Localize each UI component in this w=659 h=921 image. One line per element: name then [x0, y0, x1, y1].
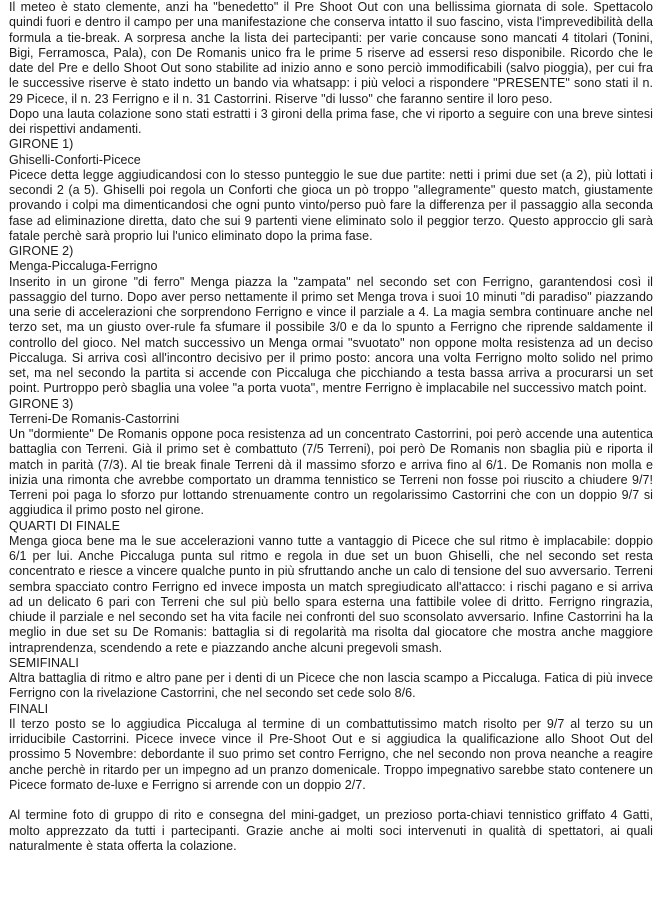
- intro-paragraph: Il meteo è stato clemente, anzi ha "benedetto" il Pre Shoot Out con una bellissima giornata di sole. Spettacolo quindi fuori e dentro il campo per una manifestazione che conserva intatto il suo fascino, vista l'imprevedibilità della formula a tie-break. A sorpresa anche la lista dei partecipanti: per varie concause sono mancati 4 titolari (Tonini, Bigi, Ferramosca, Pala), con De Romanis unico fra le prime 5 riserve ad essersi reso disponibile. Ricordo che le date del Pre e dello Shoot Out sono stabilite ad inizio anno e sono perciò immodificabili (salvo pioggia), per cui fra le successive riserve è stato indetto un bando via whatsapp: i più veloci a rispondere "PRESENTE" sono stati il n. 29 Picece, il n. 23 Ferrigno e il n. 31 Castorrini. Riserve "di lusso" che faranno sentire il loro peso.: [9, 0, 653, 106]
- semifinals-heading: SEMIFINALI: [9, 655, 79, 670]
- group-2-players: Menga-Piccaluga-Ferrigno: [9, 259, 158, 274]
- paragraph-spacer: [9, 793, 653, 808]
- group-3-players: Terreni-De Romanis-Castorrini: [9, 411, 180, 426]
- group-3-paragraph: Un "dormiente" De Romanis oppone poca resistenza ad un concentrato Castorrini, poi però accende una autentica battaglia con Terreni. Già il primo set è combattuto (7/5 Terreni), poi però De Romanis non sbaglia più e riporta il match in parità (7/3). Al tie break finale Terreni dà il massimo sforzo e arriva fino al 6/1. De Romanis non molla e inizia una rimonta che avrebbe comportato un dramma tennistico se Terreni non fosse poi riuscito a chiudere 9/7! Terreni poi paga lo sforzo pur lottando strenuamente contro un regolarissimo Castorrini che con un doppio 9/7 si aggiudica il primo posto nel girone.: [9, 427, 653, 518]
- quarterfinals-paragraph: Menga gioca bene ma le sue accelerazioni vanno tutte a vantaggio di Picece che sul ritmo è implacabile: doppio 6/1 per lui. Anche Piccaluga punta sul ritmo e regola in due set un buon Ghiselli, che nel secondo set resta concentrato e riesce a vincere qualche punto in più sfruttando anche un calo di tensione del suo avversario. Terreni sembra spacciato contro Ferrigno ed invece imposta un match spregiudicato all'attacco: i rischi pagano e si arriva ad un delicato 6 pari con Terreni che sul più bello spara esterna una fattibile volee di dritto. Ferrigno ringrazia, chiude il parziale e nel secondo set ha vita facile nei confronti del suo sconsolato avversario. Infine Castorrini ha la meglio in due set su De Romanis: battaglia si di regolarità ma risolta dal giocatore che mostra anche maggiore intraprendenza, scendendo a rete e piazzando anche alcuni pregevoli smash.: [9, 533, 653, 655]
- article-body: [9, 0, 653, 854]
- group-1-players: Ghiselli-Conforti-Picece: [9, 152, 141, 167]
- group-1-paragraph: Picece detta legge aggiudicandosi con lo stesso punteggio le sue due partite: netti i primi due set (a 2), più lottati i secondi 2 (a 5). Ghiselli poi regola un Conforti che gioca un pò troppo "allegramente" questo match, giustamente provando i colpi ma dimenticandosi che ogni punto vinto/perso può fare la differenza per il passaggio alla seconda fase ad eliminazione diretta, dato che sui 9 partenti viene eliminato solo il peggior terzo. Questo approccio gli sarà fatale perchè sarà proprio lui l'unico eliminato dopo la prima fase.: [9, 167, 653, 243]
- semifinals-paragraph: Altra battaglia di ritmo e altro pane per i denti di un Picece che non lascia scampo a Piccaluga. Fatica di più invece Ferrigno con la rivelazione Castorrini, che nel secondo set cede solo 8/6.: [9, 671, 653, 701]
- draw-intro-paragraph: Dopo una lauta colazione sono stati estratti i 3 gironi della prima fase, che vi riporto a seguire con una breve sintesi dei rispettivi andamenti.: [9, 106, 653, 136]
- quarterfinals-heading: QUARTI DI FINALE: [9, 518, 121, 533]
- finals-paragraph: Il terzo posto se lo aggiudica Piccaluga al termine di un combattutissimo match risolto per 9/7 al terzo su un irriducibile Castorrini. Picece invece vince il Pre-Shoot Out e si aggiudica la qualificazione allo Shoot Out del prossimo 5 Novembre: debordante il suo primo set contro Ferrigno, che nel secondo non prova neanche a reagire anche perchè in ritardo per un impegno ad un pranzo domenicale. Troppo impegnativo sarebbe stato contenere un Picece formato de-luxe e Ferrigno si arrende con un doppio 2/7.: [9, 716, 653, 792]
- group-2-paragraph: Inserito in un girone "di ferro" Menga piazza la "zampata" nel secondo set con Ferrigno, garantendosi così il passaggio del turno. Dopo aver perso nettamente il primo set Menga trova i suoi 10 minuti "di paradiso" piazzando una serie di accelerazioni che sorprendono Ferrigno e vince il parziale a 4. La magia sembra continuare anche nel terzo set, ma un giusto over-rule fa sfumare il possibile 3/0 e da lo spunto a Ferrigno che riprende saldamente il controllo del gioco. Nel match successivo un Menga ormai "svuotato" non oppone molta resistenza ad un deciso Piccaluga. Si arriva così all'incontro decisivo per il primo posto: ancora una volta Ferrigno molto solido nel primo set, ma nel secondo la partita si accende con Piccaluga che picchiando a testa bassa arriva a procurarsi un set point. Purtroppo però sbaglia una volee "a porta vuota", mentre Ferrigno è implacabile nel successivo match point.: [9, 274, 653, 396]
- closing-paragraph: Al termine foto di gruppo di rito e consegna del mini-gadget, un prezioso porta-chiavi tennistico griffato 4 Gatti, molto apprezzato da tutti i partecipanti. Grazie anche ai molti soci intervenuti in qualità di spettatori, ai quali naturalmente è stata offerta la colazione.: [9, 808, 653, 853]
- finals-heading: FINALI: [9, 701, 49, 716]
- group-1-heading: GIRONE 1): [9, 137, 74, 152]
- group-3-heading: GIRONE 3): [9, 396, 74, 411]
- group-2-heading: GIRONE 2): [9, 244, 74, 258]
